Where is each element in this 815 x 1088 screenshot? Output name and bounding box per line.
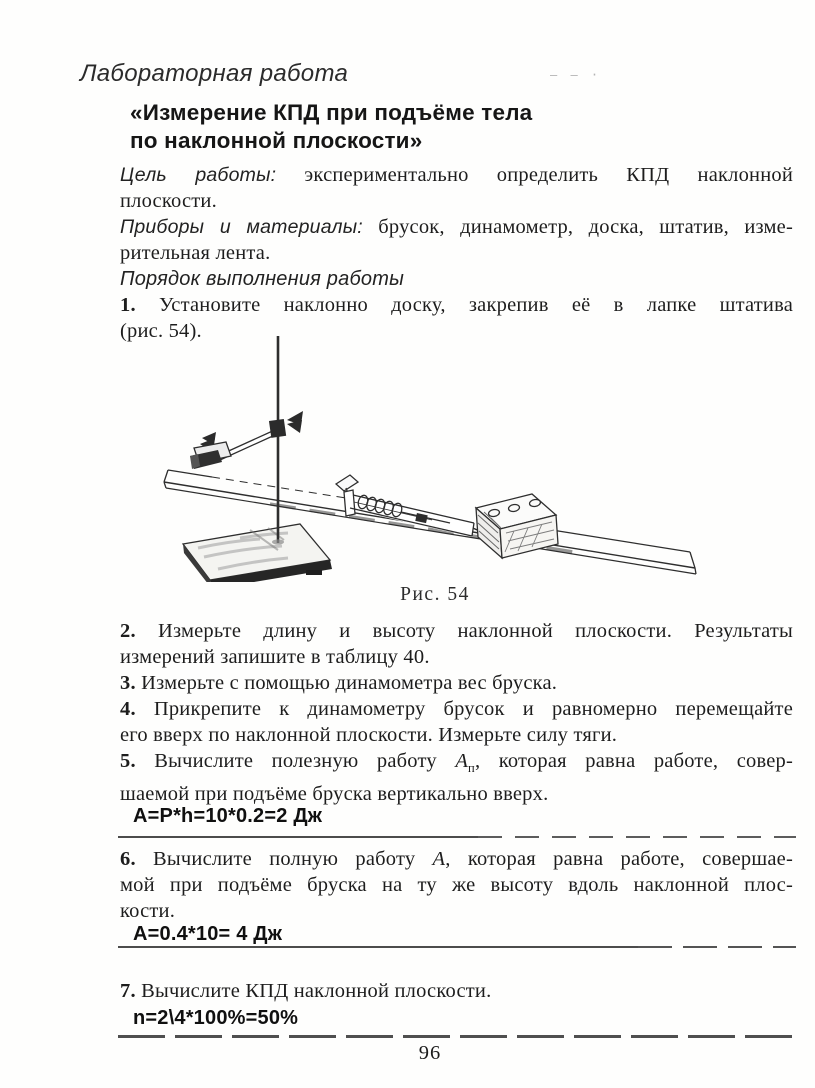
total-work-symbol: A — [432, 848, 446, 870]
step-1-line1: 1. Установите наклонно доску, закрепив её в лапке штатива — [120, 294, 793, 316]
step-4-line2: его вверх по наклонной плоскости. Измерьте силу тяги. — [120, 724, 618, 746]
step-7-line1: 7. Вычислите КПД наклонной плоскости. — [120, 980, 492, 1002]
step-6-line2: мой при подъёме бруска на ту же высоту вдоль наклонной плос- — [120, 874, 793, 896]
stand-rod — [272, 336, 284, 545]
figure-54-apparatus-drawing — [150, 332, 750, 582]
useful-work-symbol: A — [455, 750, 469, 772]
figure-54-caption: Рис. 54 — [400, 584, 470, 605]
goal-line2: плоскости. — [120, 190, 217, 212]
page-title-line2: по наклонной плоскости» — [130, 128, 423, 153]
intro-and-step1-text — [120, 162, 793, 344]
answer-line-2-dashes — [638, 946, 796, 948]
answer-line-1 — [118, 834, 796, 838]
page-title-line1: «Измерение КПД при подъёме тела — [130, 100, 533, 125]
answer-line-2-solid — [118, 946, 638, 948]
step-3-line1: 3. Измерьте с помощью динамометра вес бруска. — [120, 672, 558, 694]
equipment-line2: рительная лента. — [120, 242, 271, 264]
scan-artifact-marks: – – · — [550, 68, 602, 82]
stand-base — [183, 524, 332, 582]
step-2-line2: измерений запишите в таблицу 40. — [120, 646, 430, 668]
step-2-line1: 2. Измерьте длину и высоту наклонной плоскости. Результаты — [120, 620, 793, 642]
answer-efficiency: n=2\4*100%=50% — [133, 1007, 299, 1029]
answer-total-work: A=0.4*10= 4 Дж — [133, 923, 283, 945]
step-5-line2: шаемой при подъёме бруска вертикально вверх. — [120, 783, 549, 805]
answer-line-3 — [118, 1034, 796, 1038]
stand-clamp — [190, 411, 303, 469]
answer-line-1-solid — [118, 836, 478, 838]
page-title — [130, 99, 690, 155]
procedure-heading: Порядок выполнения работы — [120, 268, 404, 290]
equipment-label: Приборы и материалы: — [120, 216, 363, 238]
lab-work-header: Лабораторная работа — [80, 60, 349, 87]
figure-54 — [150, 332, 750, 584]
wooden-block — [476, 494, 558, 558]
step-7-text — [120, 978, 793, 1004]
steps-2-to-5-text — [120, 618, 793, 807]
answer-line-1-dashes — [478, 836, 796, 838]
page-number: 96 — [418, 1042, 442, 1064]
goal-label: Цель работы: — [120, 164, 277, 186]
equipment-line1: Приборы и материалы: брусок, динамометр, доска, штатив, изме- — [120, 216, 794, 238]
answer-useful-work: A=P*h=10*0.2=2 Дж — [133, 805, 323, 827]
goal-line1: Цель работы: экспериментально определить КПД наклонной — [120, 164, 793, 186]
step-6-text — [120, 846, 793, 924]
step-6-line1: 6. Вычислите полную работу A, которая равна работе, совершае- — [120, 848, 793, 870]
step-6-line3: кости. — [120, 900, 176, 922]
step-1-line2: (рис. 54). — [120, 320, 202, 342]
useful-work-subscript: п — [468, 761, 475, 775]
answer-line-3-dashes — [118, 1035, 796, 1038]
answer-line-2 — [118, 944, 796, 948]
step-4-line1: 4. Прикрепите к динамометру брусок и равномерно перемещайте — [120, 698, 793, 720]
step-5-line1: 5. Вычислите полезную работу $A_п$, которая равна работе, совер- — [120, 750, 793, 775]
